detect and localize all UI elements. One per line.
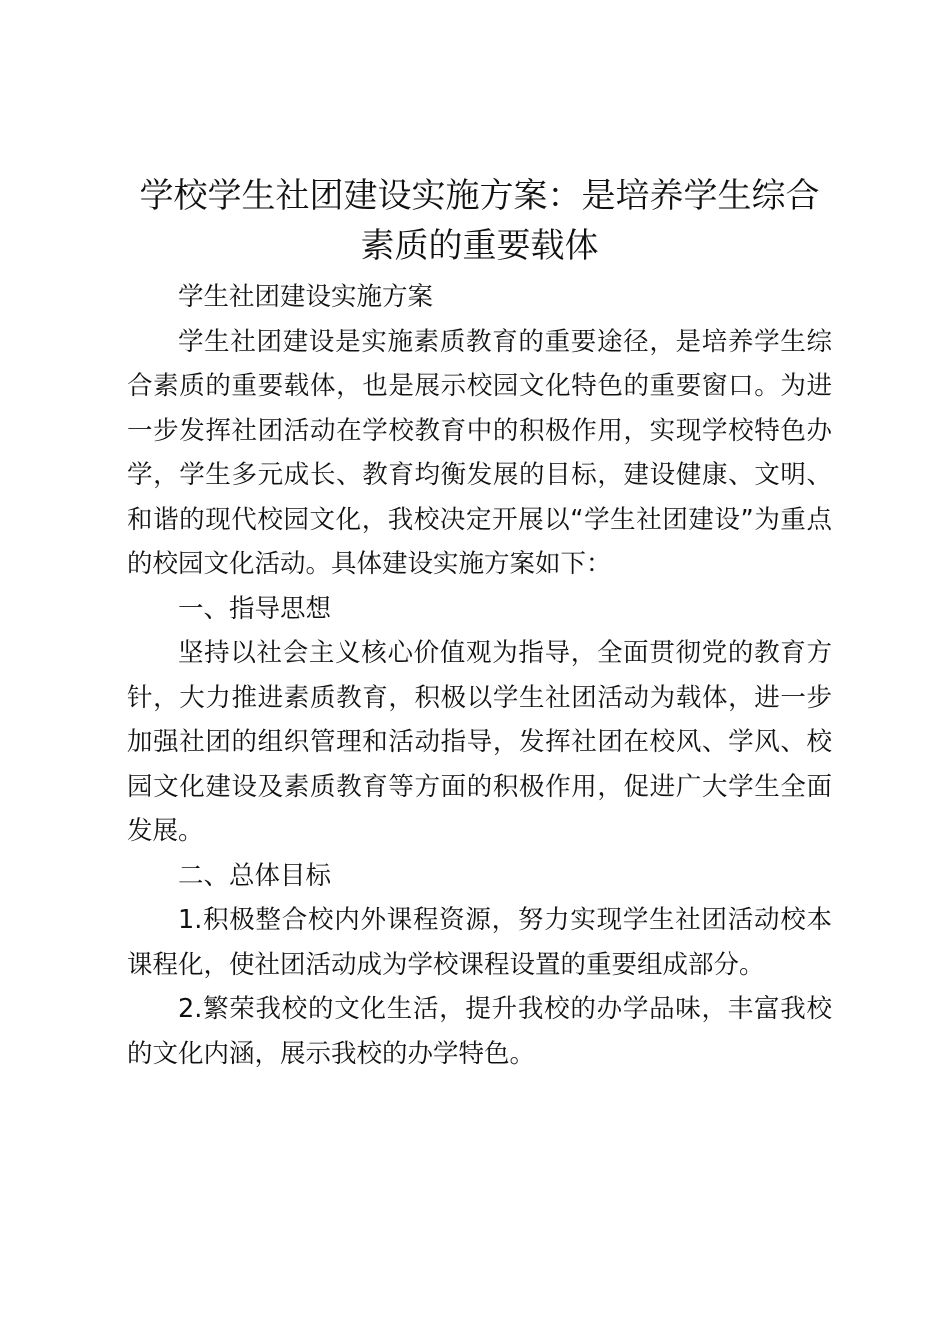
- document-subtitle: 学生社团建设实施方案: [178, 282, 434, 312]
- title-line-1: 学校学生社团建设实施方案：是培养学生综合: [139, 176, 820, 216]
- document-body: [127, 171, 832, 1076]
- document-title: [127, 171, 832, 271]
- guiding-ideology-paragraph: 坚持以社会主义核心价值观为指导，全面贯彻党的教育方针，大力推进素质教育，积极以学生社团活动为载体，进一步加强社团的组织管理和活动指导，发挥社团在校风、学风、校园文化建设及素质教育等方面的积极作用，促进广大学生全面发展。: [127, 638, 832, 846]
- goal-item-2: 2.繁荣我校的文化生活，提升我校的办学品味，丰富我校的文化内涵，展示我校的办学特色。: [127, 994, 832, 1069]
- title-line-2: 素质的重要载体: [360, 226, 599, 266]
- section-heading-overall-goals: 二、总体目标: [178, 860, 332, 891]
- section-heading-guiding-ideology: 一、指导思想: [178, 593, 332, 624]
- intro-paragraph: 学生社团建设是实施素质教育的重要途径，是培养学生综合素质的重要载体，也是展示校园文化特色的重要窗口。为进一步发挥社团活动在学校教育中的积极作用，实现学校特色办学，学生多元成长、教育均衡发展的目标，建设健康、文明、和谐的现代校园文化，我校决定开展以“学生社团建设”为重点的校园文化活动。具体建设实施方案如下：: [127, 326, 832, 579]
- goal-item-1: 1.积极整合校内外课程资源，努力实现学生社团活动校本课程化，使社团活动成为学校课程设置的重要组成部分。: [127, 905, 832, 980]
